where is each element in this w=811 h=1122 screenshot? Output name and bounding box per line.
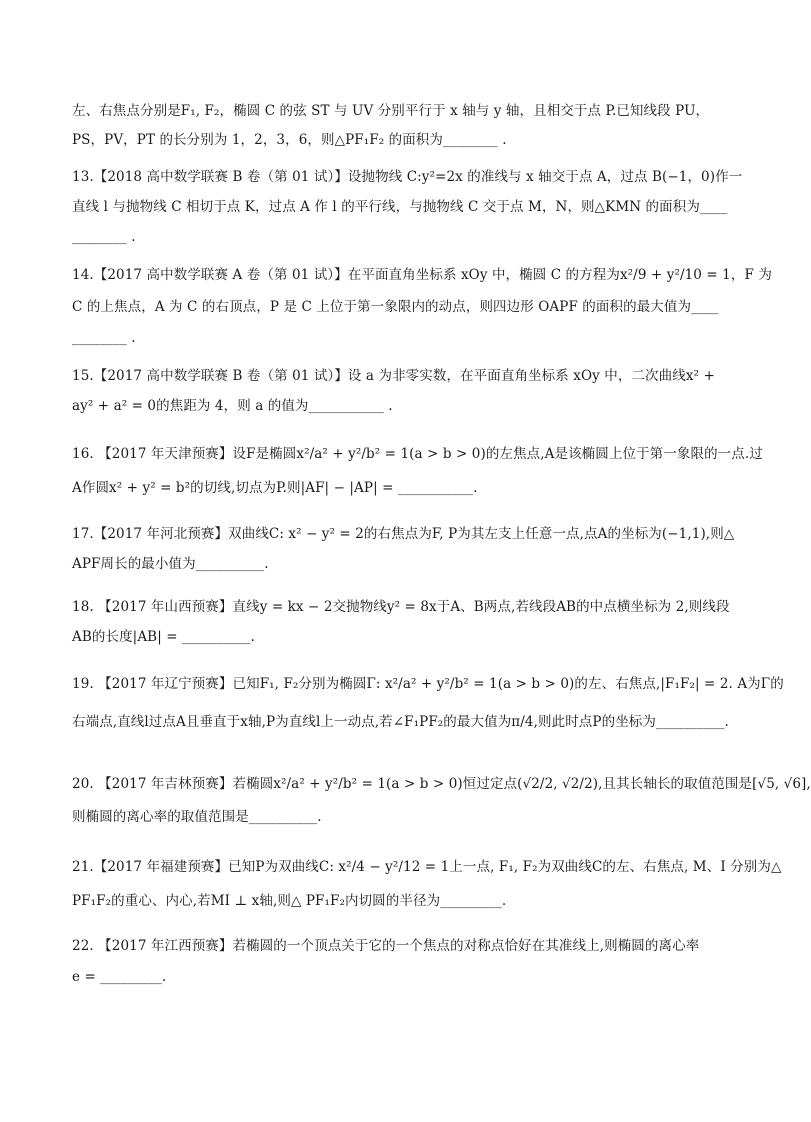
problem-20-line-2: 则椭圆的离心率的取值范围是__________. <box>72 809 322 825</box>
problem-13-line-3: ________ . <box>72 229 136 245</box>
problem-21-line-2: PF₁F₂的重心、内心,若MI ⊥ x轴,则△ PF₁F₂内切圆的半径为_________. <box>72 893 507 909</box>
problem-14-line-3: ________ . <box>72 330 136 346</box>
problem-14-line-2: C 的上焦点，A 为 C 的右顶点，P 是 C 上位于第一象限内的动点，则四边形 OAPF 的面积的最大值为____ <box>72 299 719 315</box>
problem-13-line-1: 13.【2018 高中数学联赛 B 卷（第 01 试）】设抛物线 C:y²=2x 的准线与 x 轴交于点 A，过点 B(−1，0)作一 <box>72 169 743 185</box>
problem-16-line-1: 16. 【2017 年天津预赛】设F是椭圆x²/a² + y²/b² = 1(a > b > 0)的左焦点,A是该椭圆上位于第一象限的一点.过 <box>72 446 763 462</box>
problem-17-line-1: 17.【2017 年河北预赛】双曲线C: x² − y² = 2的右焦点为F, P为其左支上任意一点,点A的坐标为(−1,1),则△ <box>72 526 735 542</box>
problem-15-line-2: ay² + a² = 0的焦距为 4，则 a 的值为___________ . <box>72 398 393 414</box>
problem-18-line-1: 18. 【2017 年山西预赛】直线y = kx − 2交抛物线y² = 8x于A、B两点,若线段AB的中点横坐标为 2,则线段 <box>72 599 730 615</box>
problem-15-line-1: 15.【2017 高中数学联赛 B 卷（第 01 试）】设 a 为非零实数，在平面直角坐标系 xOy 中，二次曲线x² + <box>72 368 715 384</box>
problem-20-line-1: 20. 【2017 年吉林预赛】若椭圆x²/a² + y²/b² = 1(a > b > 0)恒过定点(√2/2, √2/2),且其长轴长的取值范围是[√5, √6], <box>72 776 811 792</box>
problem-13-line-2: 直线 l 与抛物线 C 相切于点 K，过点 A 作 l 的平行线，与抛物线 C 交于点 M，N，则△KMN 的面积为____ <box>72 199 728 215</box>
problem-17-line-2: APF周长的最小值为__________. <box>72 556 269 572</box>
problem-12-line-1: 左、右焦点分别是F₁, F₂，椭圆 C 的弦 ST 与 UV 分别平行于 x 轴与 y 轴，且相交于点 P.已知线段 PU， <box>72 103 710 119</box>
problem-12-line-2: PS，PV，PT 的长分别为 1，2，3，6，则△PF₁F₂ 的面积为________ . <box>72 132 507 148</box>
problem-19-line-1: 19. 【2017 年辽宁预赛】已知F₁, F₂分别为椭圆Γ: x²/a² + y²/b² = 1(a > b > 0)的左、右焦点,|F₁F₂| = 2. A为Γ的 <box>72 676 784 692</box>
problem-18-line-2: AB的长度|AB| = __________. <box>72 629 255 645</box>
problem-22-line-1: 22. 【2017 年江西预赛】若椭圆的一个顶点关于它的一个焦点的对称点恰好在其准线上,则椭圆的离心率 <box>72 938 700 954</box>
problem-22-line-2: e = _________. <box>72 969 167 985</box>
problem-14-line-1: 14.【2017 高中数学联赛 A 卷（第 01 试）】在平面直角坐标系 xOy 中，椭圆 C 的方程为x²/9 + y²/10 = 1，F 为 <box>72 267 772 283</box>
problem-21-line-1: 21.【2017 年福建预赛】已知P为双曲线C: x²/4 − y²/12 = 1上一点, F₁, F₂为双曲线C的左、右焦点, M、I 分别为△ <box>72 859 782 875</box>
problem-19-line-2: 右端点,直线l过点A且垂直于x轴,P为直线l上一动点,若∠F₁PF₂的最大值为π/4,则此时点P的坐标为__________. <box>72 714 729 730</box>
problem-16-line-2: A作圆x² + y² = b²的切线,切点为P.则|AF| − |AP| = ___________. <box>72 480 478 496</box>
